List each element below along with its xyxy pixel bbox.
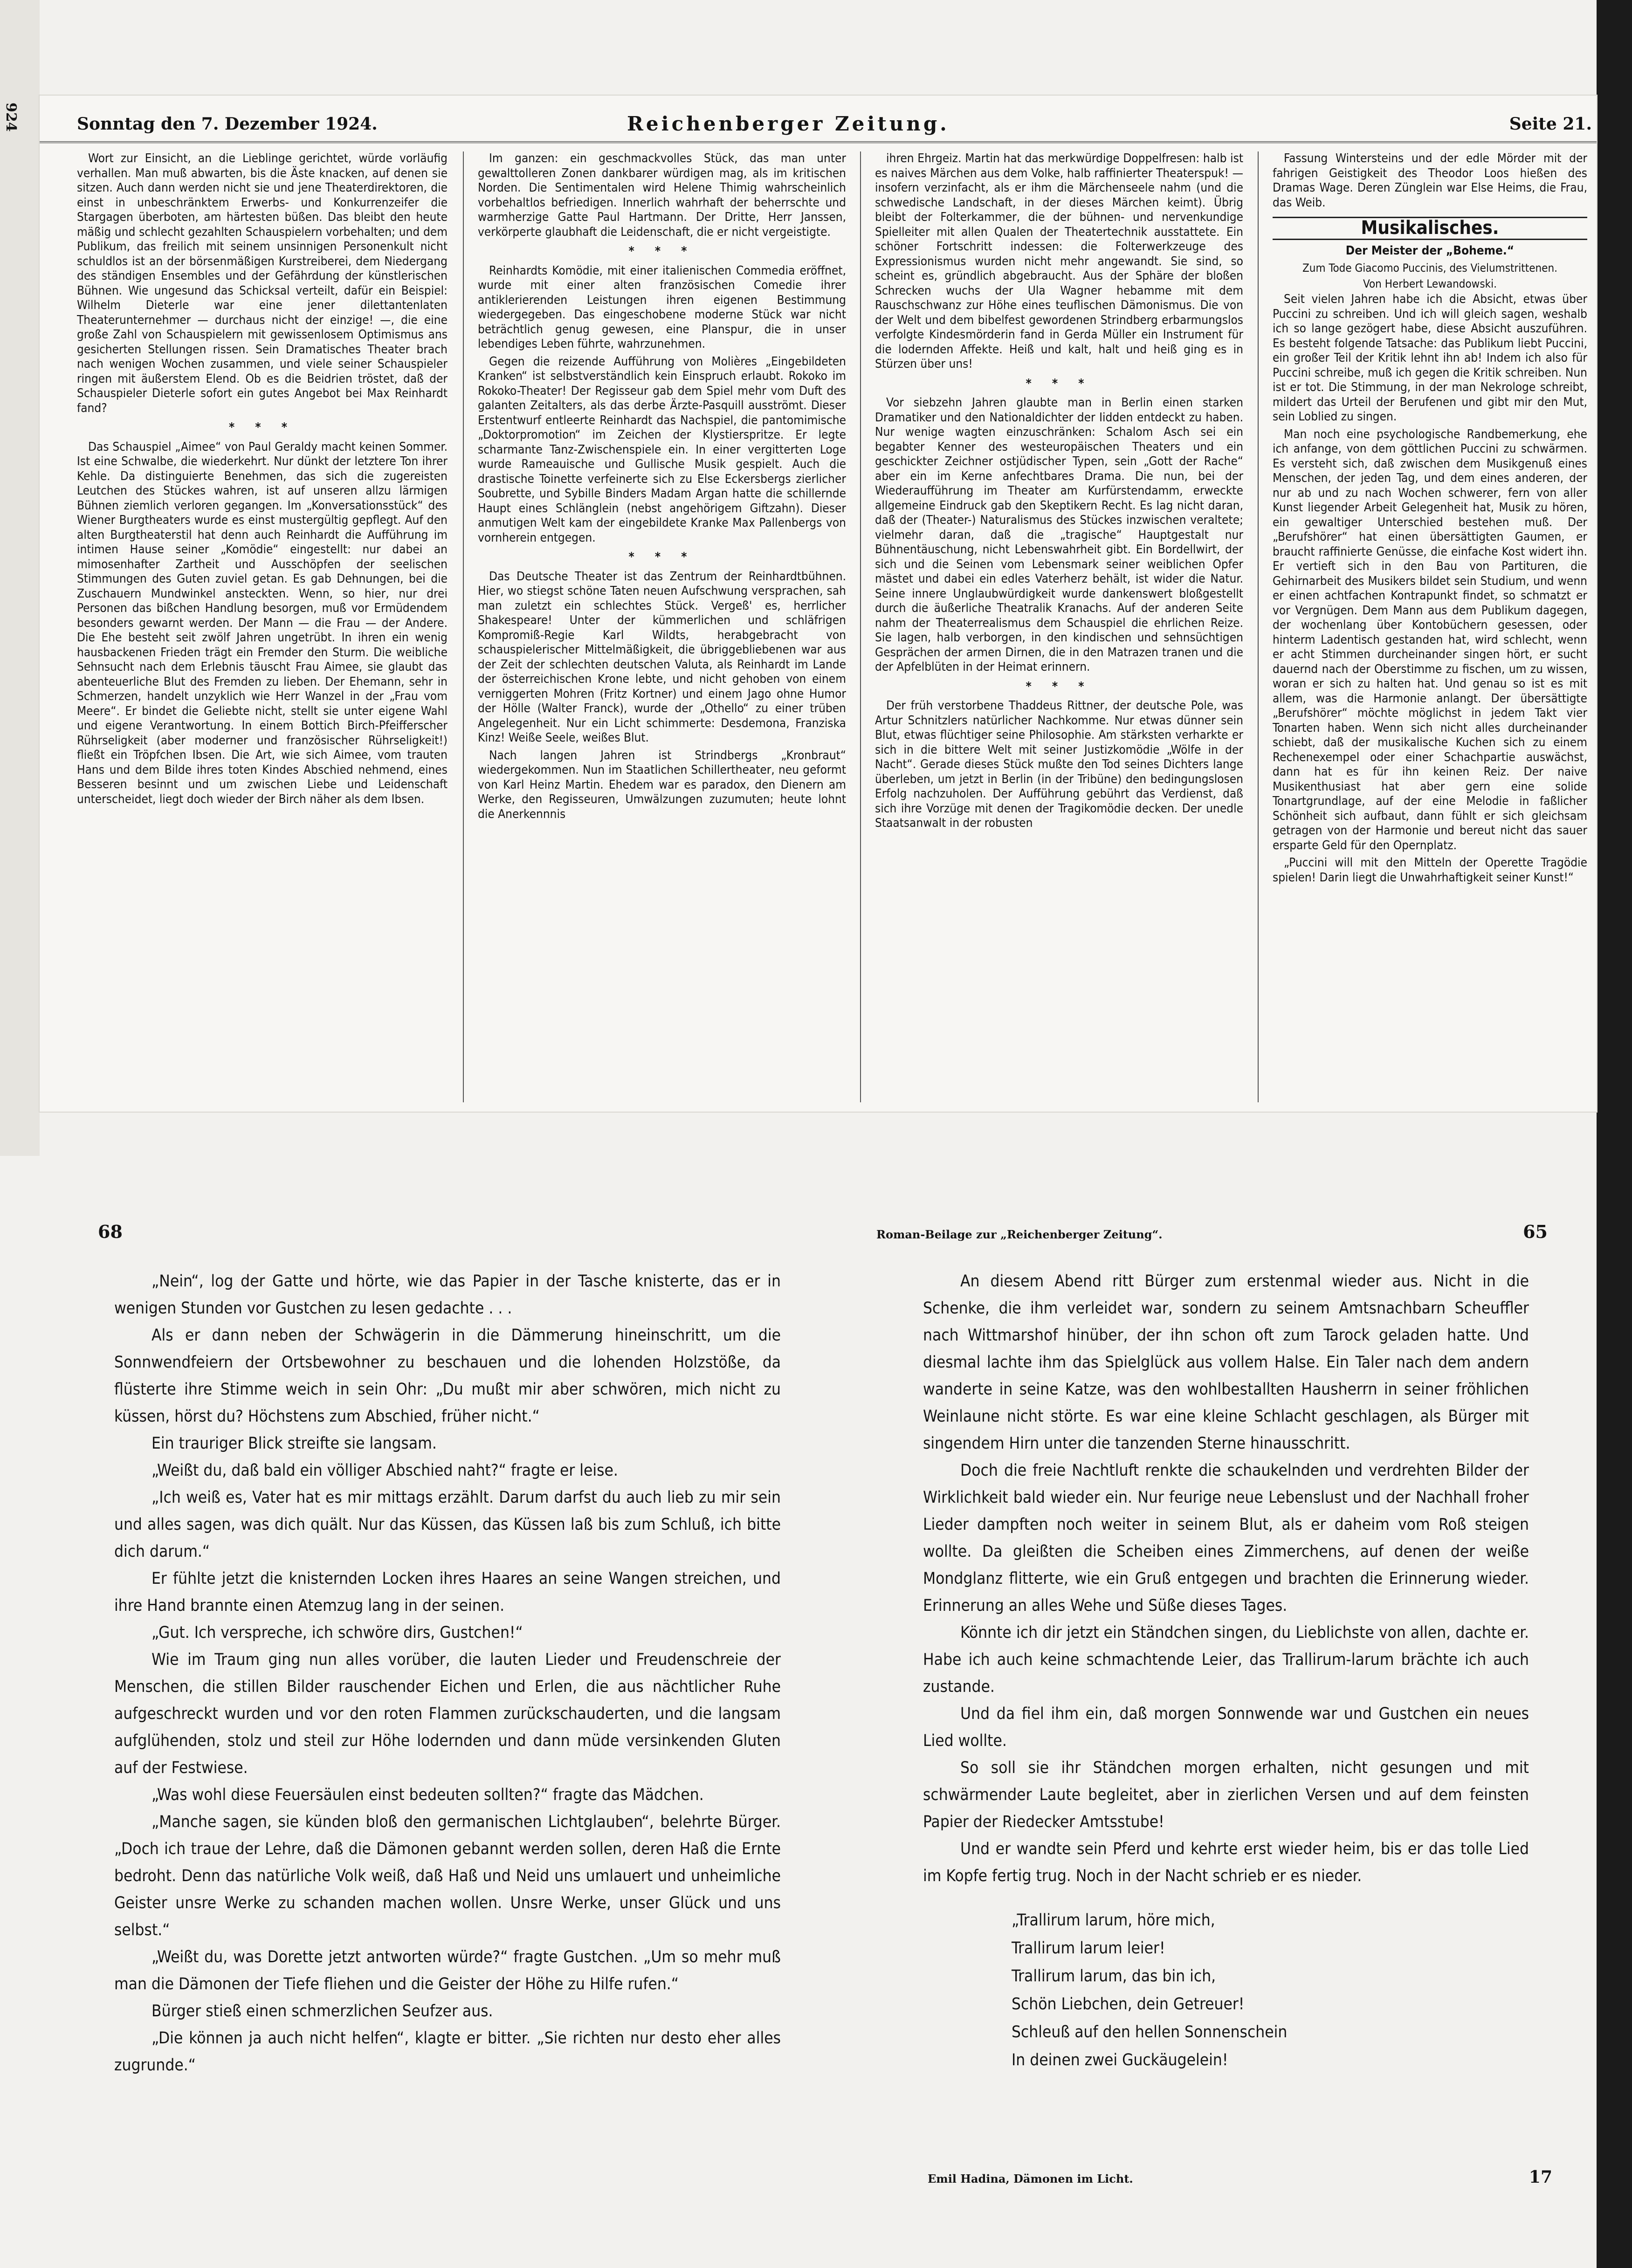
novel-right-page bbox=[923, 1268, 1529, 2074]
section-separator: * * * bbox=[1026, 679, 1093, 694]
verse-line: Schleuß auf den hellen Sonnenschein bbox=[1012, 2023, 1288, 2041]
paragraph: „Ich weiß es, Vater hat es mir mittags erzählt. Darum darfst du auch lieb zu mir sein und alles sagen, was dich quält. Nur das Küssen, das Küssen laß bis zum Schluß, ich bitte dich darum.“ bbox=[114, 1488, 781, 1561]
article-subline: Zum Tode Giacomo Puccinis, des Vielumstrittenen. bbox=[1302, 261, 1558, 275]
column-2 bbox=[478, 151, 846, 1102]
paragraph: Und da fiel ihm ein, daß morgen Sonnwende war und Gustchen ein neues Lied wollte. bbox=[923, 1704, 1529, 1750]
paragraph: Nach langen Jahren ist Strindbergs „Kronbraut“ wiedergekommen. Nun im Staatlichen Schillertheater, neu geformt von Karl Heinz Martin. Ehedem war es paradox, den Dienern am Werke, den Regisseuren, Umwälzungen zuzumuten; heute lohnt die Anerkennnis bbox=[478, 748, 846, 821]
paragraph: Er fühlte jetzt die knisternden Locken ihres Haares an seine Wangen streichen, und ihre Hand brannte einen Atemzug lang in der seinen. bbox=[114, 1569, 781, 1615]
paragraph: Doch die freie Nachtluft renkte die schaukelnden und verdrehten Bilder der Wirklichkeit bald wieder ein. Nur feurige neue Lebenslust und der Nachhall froher Lieder dampften noch weiter in seinem Blut, als er daheim vom Roß steigen wollte. Da gleißten die Scheiben eines Zimmerchens, auf denen der weiße Mondglanz flitterte, wie ein Gruß entgegen und brachten die Erinnerung wieder. Erinnerung an alles Wehe und Süße dieses Tages. bbox=[923, 1461, 1529, 1615]
paragraph: Das Deutsche Theater ist das Zentrum der Reinhardtbühnen. Hier, wo stiegst schöne Taten neuen Aufschwung versprachen, sah man zuletzt ein schlechtes Stück. Vergeß' es, herrlicher Shakespeare! Unter der kümmerlichen und schläfrigen Kompromiß-Regie Karl Wildts, herabgebracht von schauspielerischer Mittelmäßigkeit, die übriggebliebenen war aus der Zeit der schlechten deutschen Valuta, als Reinhardt im Lande der österreichischen Krone lebte, und nicht gehoben von einem verniggerten Mohren (Fritz Kortner) und einem Jago ohne Humor der Hölle (Walter Franck), wurde der „Othello“ zu einer trüben Angelegenheit. Nur ein Licht schimmerte: Desdemona, Franziska Kinz! Weiße Seele, weißes Blut. bbox=[478, 569, 846, 745]
paragraph: Wort zur Einsicht, an die Lieblinge gerichtet, würde vorläufig verhallen. Man muß abwarten, bis die Äste knacken, auf denen sie sitzen. Auch dann werden nicht sie und jene Theaterdirektoren, die einst in unbeschränktem Erwerbs- und Konkurrenzeifer die Stargagen überboten, am härtesten büßen. Das bleibt den heute mäßig und schlecht gezahlten Schauspielern vorbehalten; und dem Publikum, das freilich mit seinem unsinnigen Personenkult nicht schuldlos ist an der börsenmäßigen Kurstreiberei, dem Niedergang des ständigen Ensembles und der Gefährdung der künstlerischen Bühnen. Wie ungesund das Schicksal verteilt, dafür ein Beispiel: Wilhelm Dieterle war eine jener dilettantenlaten Theaterunternehmer — durchaus nicht der einzige! —, die eine große Zahl von Schauspielern mit gewissenlosem Optimismus ans gesicherten Stellungen rissen. Sein Dramatisches Theater brach nach wenigen Wochen zusammen, und viele seiner Schauspieler ringen mit äußerstem Elend. Ob es die Beidrien tröstet, daß der Schauspieler Dieterle sofort ein gutes Angebot bei Max Reinhardt fand? bbox=[77, 151, 448, 415]
paragraph: Als er dann neben der Schwägerin in die Dämmerung hineinschritt, um die Sonnwendfeiern der Ortsbewohner zu beschauen und die lohenden Holzstöße, da flüsterte ihre Stimme weich in sein Ohr: „Du mußt mir aber schwören, mich nicht zu küssen, hörst du? Höchstens zum Abschied, früher nicht.“ bbox=[114, 1326, 781, 1426]
issue-date: Sonntag den 7. Dezember 1924. bbox=[77, 114, 378, 134]
paragraph: Bürger stieß einen schmerzlichen Seufzer aus. bbox=[151, 2002, 493, 2021]
paragraph: „Die können ja auch nicht helfen“, klagte er bitter. „Sie richten nur desto eher alles zugrunde.“ bbox=[114, 2029, 781, 2075]
verse-line: Schön Liebchen, dein Getreuer! bbox=[1012, 1995, 1245, 2014]
article-columns bbox=[77, 151, 1587, 1102]
article-headline: Der Meister der „Boheme.“ bbox=[1345, 243, 1515, 258]
paragraph: „Weißt du, was Dorette jetzt antworten würde?“ fragte Gustchen. „Um so mehr muß man die Dämonen der Tiefe fliehen und die Geister der Höhe zu Hilfe rufen.“ bbox=[114, 1948, 781, 1993]
right-page-number: 65 bbox=[1523, 1221, 1548, 1242]
scan-border bbox=[1597, 0, 1632, 2268]
paragraph: „Nein“, log der Gatte und hörte, wie das Papier in der Tasche knisterte, das er in wenigen Stunden vor Gustchen zu lesen gedachte . . . bbox=[114, 1272, 781, 1318]
paragraph: Man noch eine psychologische Randbemerkung, ehe ich anfange, von dem göttlichen Puccini zu schwärmen. Es versteht sich, daß zwischen dem Musikgenuß eines Menschen, der jeden Tag, und dem eines anderen, der nur ab und zu nach Wochen schwerer, fern von aller Kunst liegender Arbeit Gelegenheit hat, Musik zu hören, ein gewaltiger Unterschied bestehen muß. Der „Berufshörer“ hat einen übersättigten Gaumen, er braucht raffinierte Genüsse, die einfache Kost widert ihn. Er vertieft sich in den Bau von Partituren, die Gehirnarbeit des Musikers bildet sein Studium, und wenn er einen achtfachen Kontrapunkt findet, so schmatzt er vor Vergnügen. Dem Mann aus dem Publikum dagegen, der wochenlang über Kontobüchern gesessen, oder hinterm Ladentisch gestanden hat, wird schlecht, wenn er acht Stimmen durcheinander singen hört, er sucht dauernd nach der Oberstimme zu fischen, um zu wissen, woran er sich zu halten hat. Und genau so ist es mit allem, was die Harmonie anlangt. Der übersättigte „Berufshörer“ möchte möglichst in jedem Takt vier Tonarten haben. Wenn sich nicht alles durcheinander schiebt, daß der musikalische Kuchen sich zu einem Rechenexempel oder einer Schachpartie auswächst, dann hat es für ihn keinen Reiz. Der naive Musikenthusiast hat aber gern eine solide Tonartgrundlage, auf der eine Melodie in faßlicher Schönheit sich aufbaut, dann fühlt er sich gleichsam getragen von der Harmonie und bereut nicht das sauer ersparte Geld für den Opernplatz. bbox=[1273, 427, 1587, 852]
article-author: Von Herbert Lewandowski. bbox=[1363, 277, 1497, 290]
column-4 bbox=[1273, 151, 1587, 1102]
verse-line: „Trallirum larum, höre mich, bbox=[1012, 1911, 1215, 1930]
paragraph: Fassung Wintersteins und der edle Mörder mit der fahrigen Geistigkeit des Theodor Loos hießen des Dramas Wage. Deren Zünglein war Else Heims, die Frau, das Weib. bbox=[1273, 151, 1587, 210]
paragraph: An diesem Abend ritt Bürger zum erstenmal wieder aus. Nicht in die Schenke, die ihm verleidet war, sondern zu seinem Amtsnachbarn Scheuffler nach Wittmarshof hinüber, der ihn schon oft zum Tarock geladen hatte. Und diesmal lachte ihm das Spielglück aus vollem Halse. Ein Taler nach dem andern wanderte in seine Katze, was den wohlbestallten Hausherrn in seiner fröhlichen Weinlaune nicht störte. Es war eine kleine Schlacht geschlagen, als Bürger mit singendem Hirn unter die tanzenden Sterne hinausschritt. bbox=[923, 1272, 1529, 1453]
paragraph: Könnte ich dir jetzt ein Ständchen singen, du Lieblichste von allen, dachte er. Habe ich auch keine schmachtende Leier, das Trallirum-larum brächte ich auch zustande. bbox=[923, 1623, 1529, 1696]
section-separator: * * * bbox=[628, 244, 695, 258]
column-1 bbox=[77, 151, 448, 1102]
supplement-header: Roman-Beilage zur „Reichenberger Zeitung“. bbox=[876, 1228, 1163, 1241]
song-verse bbox=[1012, 1906, 1529, 2074]
adjacent-page-edge bbox=[0, 0, 40, 1156]
section-separator: * * * bbox=[1026, 376, 1093, 391]
paragraph: Reinhardts Komödie, mit einer italienischen Commedia eröffnet, wurde mit einer alten französischen Comedie ihrer antiklerierenden Leistungen ihren eigenen Bestimmung wiedergegeben. Das eingeschobene moderne Stück war nicht beträchtlich genug gewesen, eine Planspur, die in unser lebendiges Leben führte, wahrzunehmen. bbox=[478, 263, 846, 351]
section-separator: * * * bbox=[229, 420, 296, 434]
paragraph: „Manche sagen, sie künden bloß den germanischen Lichtglauben“, belehrte Bürger. „Doch ich traue der Lehre, daß die Dämonen gebannt werden sollen, deren Haß die Ernte bedroht. Denn das natürliche Volk weiß, daß Haß und Neid uns umlauert und unheimliche Geister unsre Werke zu schanden machen wollen. Unsre Werke, unser Glück und uns selbst.“ bbox=[114, 1813, 781, 1939]
verse-line: Trallirum larum, das bin ich, bbox=[1012, 1967, 1216, 1986]
paragraph: Wie im Traum ging nun alles vorüber, die lauten Lieder und Freudenschreie der Menschen, die stillen Bilder rauschender Eichen und Erlen, die aus nächtlicher Ruhe aufgeschreckt wurden und vor den roten Flammen zurückschauderten, und die langsam aufglühenden, stolz und steil zur Höhe lodernden und dann müde versinkenden Gluten auf der Festwiese. bbox=[114, 1650, 781, 1777]
column-rule bbox=[463, 151, 464, 1102]
paragraph: Im ganzen: ein geschmackvolles Stück, das man unter gewalttolleren Zonen dankbarer würdigen mag, als im kritischen Norden. Die Sentimentalen wird Helene Thimig wahrscheinlich vorbehaltlos befriedigen. Innerlich wahrhaft der beherrschte und warmherzige Gatte Paul Hartmann. Der Dritte, Herr Janssen, verkörperte glaubhaft die Leidenschaft, die er nicht vergeistigte. bbox=[478, 151, 846, 239]
paragraph: Seit vielen Jahren habe ich die Absicht, etwas über Puccini zu schreiben. Und ich will gleich sagen, weshalb ich so lange gezögert habe, diese Absicht auszuführen. Es besteht folgende Tatsache: das Publikum liebt Puccini, ein großer Teil der Kritik lehnt ihn ab! Indem ich also für Puccini schreibe, muß ich gegen die Kritik schreiben. Nun ist er tot. Die Stimmung, in der man Nekrologe schreibt, mildert das Urteil der Berufenen und gibt mir den Mut, sein Loblied zu singen. bbox=[1273, 292, 1587, 424]
newspaper-page bbox=[40, 96, 1597, 1112]
paragraph: Und er wandte sein Pferd und kehrte erst wieder heim, bis er das tolle Lied im Kopfe fertig trug. Noch in der Nacht schrieb er es nieder. bbox=[923, 1840, 1529, 1885]
column-rule bbox=[1258, 151, 1259, 1102]
paragraph: „Weißt du, daß bald ein völliger Abschied naht?“ fragte er leise. bbox=[151, 1461, 618, 1480]
column-rule bbox=[860, 151, 861, 1102]
section-title: Musikalisches. bbox=[1273, 217, 1587, 240]
paragraph: Vor siebzehn Jahren glaubte man in Berlin einen starken Dramatiker und den Nationaldichter der Iidden entdeckt zu haben. Nur wenige wagten einzuschränken: Schalom Asch sei ein begabter Kenner des westeuropäischen Theaters und ein geschickter Zeichner ostjüdischer Typen, sein „Gott der Rache“ aber ein im Kerne anfechtbares Drama. Die nun, bei der Wiederaufführung im Theater am Kurfürstendamm, erweckte allgemeine Eindruck gab den Skeptikern Recht. Es lag nicht daran, daß der (Theater-) Naturalismus des Stückes inzwischen veraltete; vielmehr daran, daß die „tragische“ Hauptgestalt nur Bühnentäuschung, nicht Lebenswahrheit gibt. Ein Bordellwirt, der sich und die Seinen vom Lebensmark seiner weiblichen Opfer mästet und dabei ein edles Vaterherz behält, ist wider die Natur. Seine innere Unglaubwürdigkeit wurde dankenswert bloßgestellt durch die äußerliche Theatralik Kranachs. Auf der anderen Seite nahm der Theaterrealismus dem Schauspiel die ehrlichen Reize. Sie lagen, halb verborgen, in den kindischen und sehnsüchtigen Gesprächen der armen Dirnen, die in den Matrazen tranen und die der Apfelblüten in der Heimat erinnern. bbox=[875, 396, 1243, 674]
paragraph: „Puccini will mit den Mitteln der Operette Tragödie spielen! Darin liegt die Unwahrhaftigkeit seiner Kunst!“ bbox=[1273, 856, 1587, 885]
page-number: Seite 21. bbox=[1509, 114, 1592, 134]
paragraph: So soll sie ihr Ständchen morgen erhalten, nicht gesungen und mit schwärmender Laute begleitet, aber in zierlichen Versen und auf dem feinsten Papier der Riedecker Amtsstube! bbox=[923, 1759, 1529, 1831]
paragraph: Ein trauriger Blick streifte sie langsam. bbox=[151, 1434, 437, 1453]
section-separator: * * * bbox=[628, 550, 695, 564]
verse-line: In deinen zwei Guckäugelein! bbox=[1012, 2051, 1228, 2069]
newspaper-title: Reichenberger Zeitung. bbox=[627, 112, 950, 135]
novel-supplement bbox=[84, 1221, 1557, 2223]
column-3 bbox=[875, 151, 1243, 1102]
paragraph: Das Schauspiel „Aimee“ von Paul Geraldy macht keinen Sommer. Ist eine Schwalbe, die wiederkehrt. Nur dünkt der letztere Ton ihrer Kehle. Da distinguierte Benehmen, das sich die zugereisten Leutchen des Stückes wahren, ist auf unseren allzu lärmigen Bühnen ziemlich verloren gegangen. Im „Konversationsstück“ des Wiener Burgtheaters wurde es einst mustergültig gepflegt. Auf den alten Burgtheaterstil hat denn auch Reinhardt die Aufführung im intimen Hause seiner „Komödie“ eingestellt: nur dabei an mimosenhafter Zartheit und Ausschöpfen der seelischen Stimmungen des Guten zuviel getan. Es gab Dehnungen, bei die Zuschauern Mundwinkel ansteckten. Wenn, so hier, nur drei Personen das bißchen Handlung besorgen, muß vor Ermüdendem besonders gewarnt werden. Der Mann — die Frau — der Andere. Die Ehe besteht seit zwölf Jahren ungetrübt. In ihren ein wenig hausbackenen Frieden trägt ein Fremder den Sturm. Die weibliche Sehnsucht nach dem Erlebnis täuscht Frau Aimee, sie glaubt das abenteuerliche Blut des Fremden zu lieben. Der Ehemann, sehr in Schmerzen, handelt unzyklich wie Herr Wanzel in der „Frau vom Meere“. Er bindet die Geliebte nicht, stellt sie unter eigene Wahl und eigene Verantwortung. In einem Bottich Birch-Pfeifferscher Rührseligkeit (aber moderner und französischer Rührseligkeit!) fließt ein Tröpfchen Ibsen. Die Art, wie sich Aimee, vom trauten Hans und dem Bilde ihres toten Kindes Abschied nehmend, eines Besseren besinnt und um zwischen Liebe und Leidenschaft unterscheidet, liegt doch wieder der Birch näher als dem Ibsen. bbox=[77, 440, 448, 806]
verse-line: Trallirum larum leier! bbox=[1012, 1939, 1165, 1958]
novel-left-page bbox=[114, 1268, 781, 2079]
left-page-number: 68 bbox=[98, 1221, 123, 1242]
paragraph: Der früh verstorbene Thaddeus Rittner, der deutsche Pole, was Artur Schnitzlers natürlicher Nachkomme. Nur etwas dünner sein Blut, etwas flüchtiger seine Philosophie. Am stärksten verharkte er sich in die bittere Welt mit seiner Justizkomödie „Wölfe in der Nacht“. Gerade dieses Stück mußte den Tod seines Dichters lange überleben, um jetzt in Berlin (in der Tribüne) den bedingungslosen Erfolg nachzuholen. Der Aufführung gebührt das Verdienst, daß sich ihre Vorzüge mit denen der Tragikomödie decken. Der unedle Staatsanwalt in der robusten bbox=[875, 699, 1243, 830]
novel-footer-credit: Emil Hadina, Dämonen im Licht. bbox=[928, 2172, 1133, 2186]
sheet-number: 17 bbox=[1529, 2167, 1552, 2187]
paragraph: Gegen die reizende Aufführung von Molières „Eingebildeten Kranken“ ist selbstverständlich kein Einspruch erlaubt. Rokoko im Rokoko-Theater! Der Regisseur gab dem Spiel mehr vom Duft des galanten Zeitalters, als das derbe Ärzte-Pasquill ausströmt. Dieser Erstentwurf entleerte Reinhardt das Nachspiel, die pantomimische „Doktorpromotion“ im Zeichen der Klystierspritze. Er legte scharmante Tanz-Zwischenspiele ein. In einer vergitterten Loge wurde Rameauische und Gullische Musik gespielt. Auch die drastische Toinette verfeinerte sich zu Else Eckersbergs zierlicher Soubrette, und Sybille Binders Madam Argan hatte die schillernde Haupt eines Schlänglein (nebst angehörigem Giftzahn). Dieser anmutigen Welt kam der eingebildete Kranke Max Pallenbergs von vornherein entgegen. bbox=[478, 354, 846, 545]
paragraph: „Was wohl diese Feuersäulen einst bedeuten sollten?“ fragte das Mädchen. bbox=[151, 1786, 704, 1804]
edge-year-fragment: 924 bbox=[3, 103, 19, 132]
paragraph: „Gut. Ich verspreche, ich schwöre dirs, Gustchen!“ bbox=[151, 1623, 523, 1642]
paragraph: ihren Ehrgeiz. Martin hat das merkwürdige Doppelfresen: halb ist es naives Märchen aus dem Volke, halb raffinierter Theaterspuk! — insofern verzinfacht, als er ihm die Märchenseele nahm (und die schwedische Landschaft, in der dieses Märchen keimt). Übrig bleibt der Folterkammer, die der bühnen- und nervenkundige Spielleiter mit allen Qualen der Theatertechnik ausstattete. Ein schöner Fortschritt indessen: die Folterwerkzeuge des Expressionismus wurden nicht mehr angewandt. Sie sind, so scheint es, gründlich abgebraucht. Aus der Sphäre der bloßen Schrecken wuchs der Ula Wagner hebamme mit dem Rauschschwanz zur Höhe eines teuflischen Dämonismus. Die von der Welt und dem bibelfest gewordenen Strindberg erbarmungslos verfolgte Kindesmörderin fand in Gerda Müller ein Instrument für die lodernden Affekte. Heiß und kalt, halt und heiß ging es in Stürzen über uns! bbox=[875, 151, 1243, 371]
newspaper-header bbox=[40, 109, 1597, 143]
